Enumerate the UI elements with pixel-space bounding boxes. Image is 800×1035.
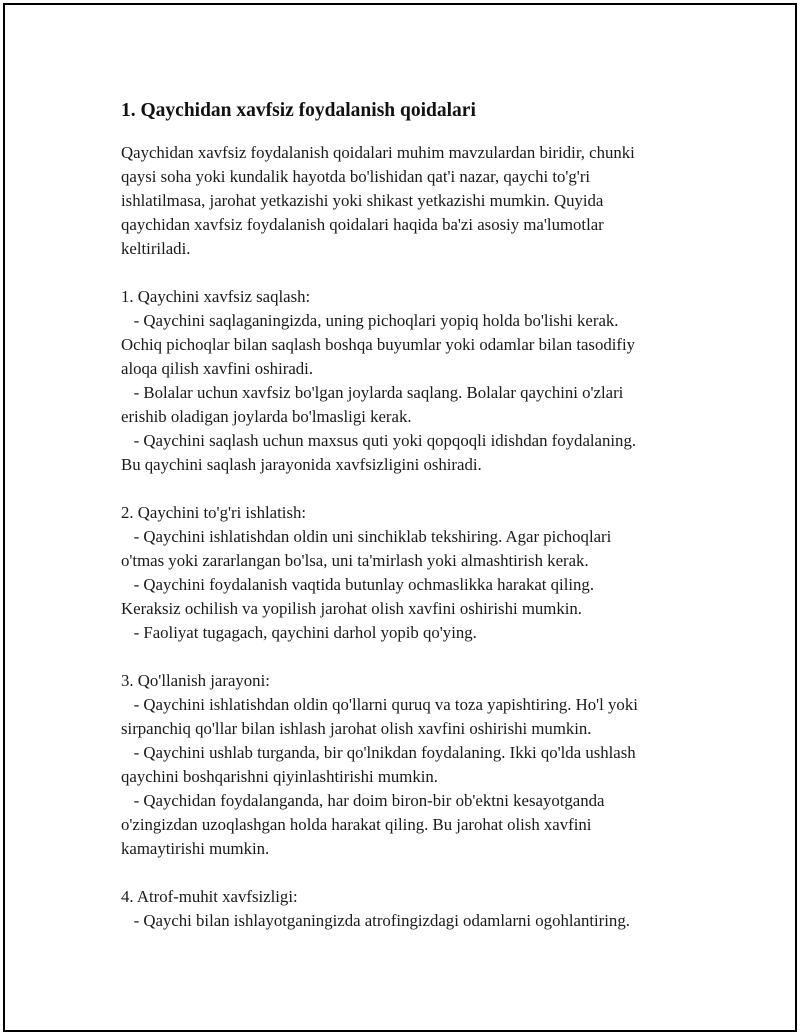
section-heading: 3. Qo'llanish jarayoni: xyxy=(121,671,270,690)
document-page xyxy=(3,3,797,1032)
section-gap xyxy=(121,477,701,501)
section-body: - Qaychini ishlatishdan oldin qo'llarni quruq va toza yapishtiring. Ho'l yoki sirpanchiq qo'llar bilan ishlash jarohat olish xavfini oshirishi mumkin. - Qaychini ushlab turganda, bir qo'lnikdan foydalaning. Ikki qo'lda ushlash qaychini boshqarishni qiyinlashtirishi mumkin. - Qaychidan foydalanganda, har doim biron-bir ob'ektni kesayotganda o'zingizdan uzoqlashgan holda harakat qiling. Bu jarohat olish xavfini kamaytirishi mumkin. xyxy=(121,695,638,858)
section-gap xyxy=(121,645,701,669)
section-heading: 2. Qaychini to'g'ri ishlatish: xyxy=(121,503,307,522)
document-content xyxy=(121,97,701,933)
intro-paragraph: Qaychidan xavfsiz foydalanish qoidalari muhim mavzulardan biridir, chunki qaysi soha yoki kundalik hayotda bo'lishidan qat'i nazar, qaychi to'g'ri ishlatilmasa, jarohat yetkazishi yoki shikast yetkazishi mumkin. Quyida qaychidan xavfsiz foydalanish qoidalari haqida ba'zi asosiy ma'lumotlar keltiriladi. xyxy=(121,143,635,258)
section-body: - Qaychini ishlatishdan oldin uni sinchiklab tekshiring. Agar pichoqlari o'tmas yoki zararlangan bo'lsa, uni ta'mirlash yoki almashtirish kerak. - Qaychini foydalanish vaqtida butunlay ochmaslikka harakat qiling. Keraksiz ochilish va yopilish jarohat olish xavfini oshirishi mumkin. - Faoliyat tugagach, qaychini darhol yopib qo'ying. xyxy=(121,527,612,642)
section-heading: 4. Atrof-muhit xavfsizligi: xyxy=(121,887,298,906)
page-title: 1. Qaychidan xavfsiz foydalanish qoidalari xyxy=(121,100,476,121)
section-gap xyxy=(121,261,701,285)
section-body: - Qaychi bilan ishlayotganingizda atrofingizdagi odamlarni ogohlantiring. xyxy=(121,911,630,930)
section-gap xyxy=(121,861,701,885)
section-body: - Qaychini saqlaganingizda, uning pichoqlari yopiq holda bo'lishi kerak. Ochiq pichoqlar bilan saqlash boshqa buyumlar yoki odamlar bilan tasodifiy aloqa qilish xavfini oshiradi. - Bolalar uchun xavfsiz bo'lgan joylarda saqlang. Bolalar qaychini o'zlari erishib oladigan joylarda bo'lmasligi kerak. - Qaychini saqlash uchun maxsus quti yoki qopqoqli idishdan foydalaning. Bu qaychini saqlash jarayonida xavfsizligini oshiradi. xyxy=(121,311,637,474)
section-heading: 1. Qaychini xavfsiz saqlash: xyxy=(121,287,311,306)
